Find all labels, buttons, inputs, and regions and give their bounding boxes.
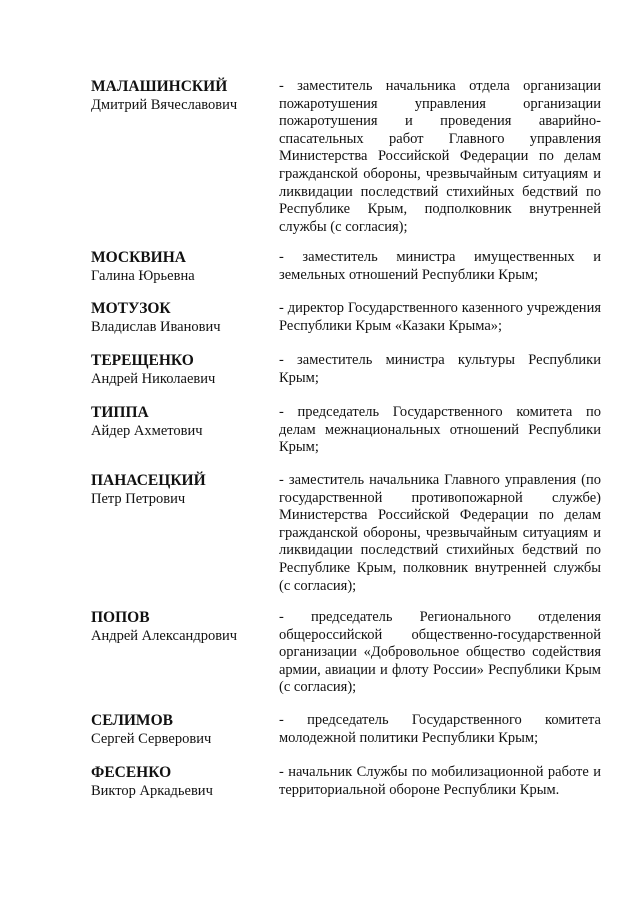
- member-description: - председатель Государственного комитета молодежной политики Республики Крым;: [279, 712, 601, 746]
- member-surname: ФЕСЕНКО: [91, 764, 172, 781]
- member-given-names: Владислав Иванович: [91, 319, 221, 335]
- member-surname: ТИППА: [91, 404, 149, 421]
- member-given-names: Петр Петрович: [91, 491, 186, 507]
- member-given-names: Андрей Александрович: [91, 628, 238, 644]
- member-given-names: Дмитрий Вячеславович: [91, 97, 238, 113]
- member-surname: ПОПОВ: [91, 609, 150, 626]
- member-surname: ТЕРЕЩЕНКО: [91, 352, 194, 369]
- member-given-names: Сергей Серверович: [91, 731, 212, 747]
- member-description: - заместитель начальника Главного управления (по государственной противопожарной службе) Министерства Российской Федерации по делам гражданской обороны, чрезвычайным ситуациям и ликвидации последствий стихийных бедствий по Республике Крым, полковник внутренней службы (с согласия);: [279, 472, 601, 594]
- member-description: - директор Государственного казенного учреждения Республики Крым «Казаки Крыма»;: [279, 300, 601, 334]
- member-description: - заместитель министра имущественных и земельных отношений Республики Крым;: [279, 249, 601, 283]
- member-given-names: Айдер Ахметович: [91, 423, 203, 439]
- member-surname: МАЛАШИНСКИЙ: [91, 78, 228, 95]
- member-description: - заместитель начальника отдела организации пожаротушения управления организации пожаротушения и проведения аварийно-спасательных работ Главного управления Министерства Российской Федерации по делам гражданской обороны, чрезвычайным ситуациям и ликвидации последствий стихийных бедствий по Республике Крым, подполковник внутренней службы (с согласия);: [279, 78, 601, 235]
- member-description: - начальник Службы по мобилизационной работе и территориальной обороне Республики Крым.: [279, 764, 601, 798]
- member-surname: ПАНАСЕЦКИЙ: [91, 472, 206, 489]
- member-description: - председатель Регионального отделения общероссийской общественно-государственной организации «Добровольное общество содействия армии, авиации и флоту России» Республики Крым (с согласия);: [279, 609, 601, 696]
- member-surname: МОСКВИНА: [91, 249, 186, 266]
- member-description: - заместитель министра культуры Республики Крым;: [279, 352, 601, 386]
- member-given-names: Галина Юрьевна: [91, 268, 195, 284]
- member-surname: МОТУЗОК: [91, 300, 171, 317]
- member-description: - председатель Государственного комитета по делам межнациональных отношений Республики Крым;: [279, 404, 601, 456]
- member-given-names: Андрей Николаевич: [91, 371, 216, 387]
- member-surname: СЕЛИМОВ: [91, 712, 173, 729]
- member-given-names: Виктор Аркадьевич: [91, 783, 213, 799]
